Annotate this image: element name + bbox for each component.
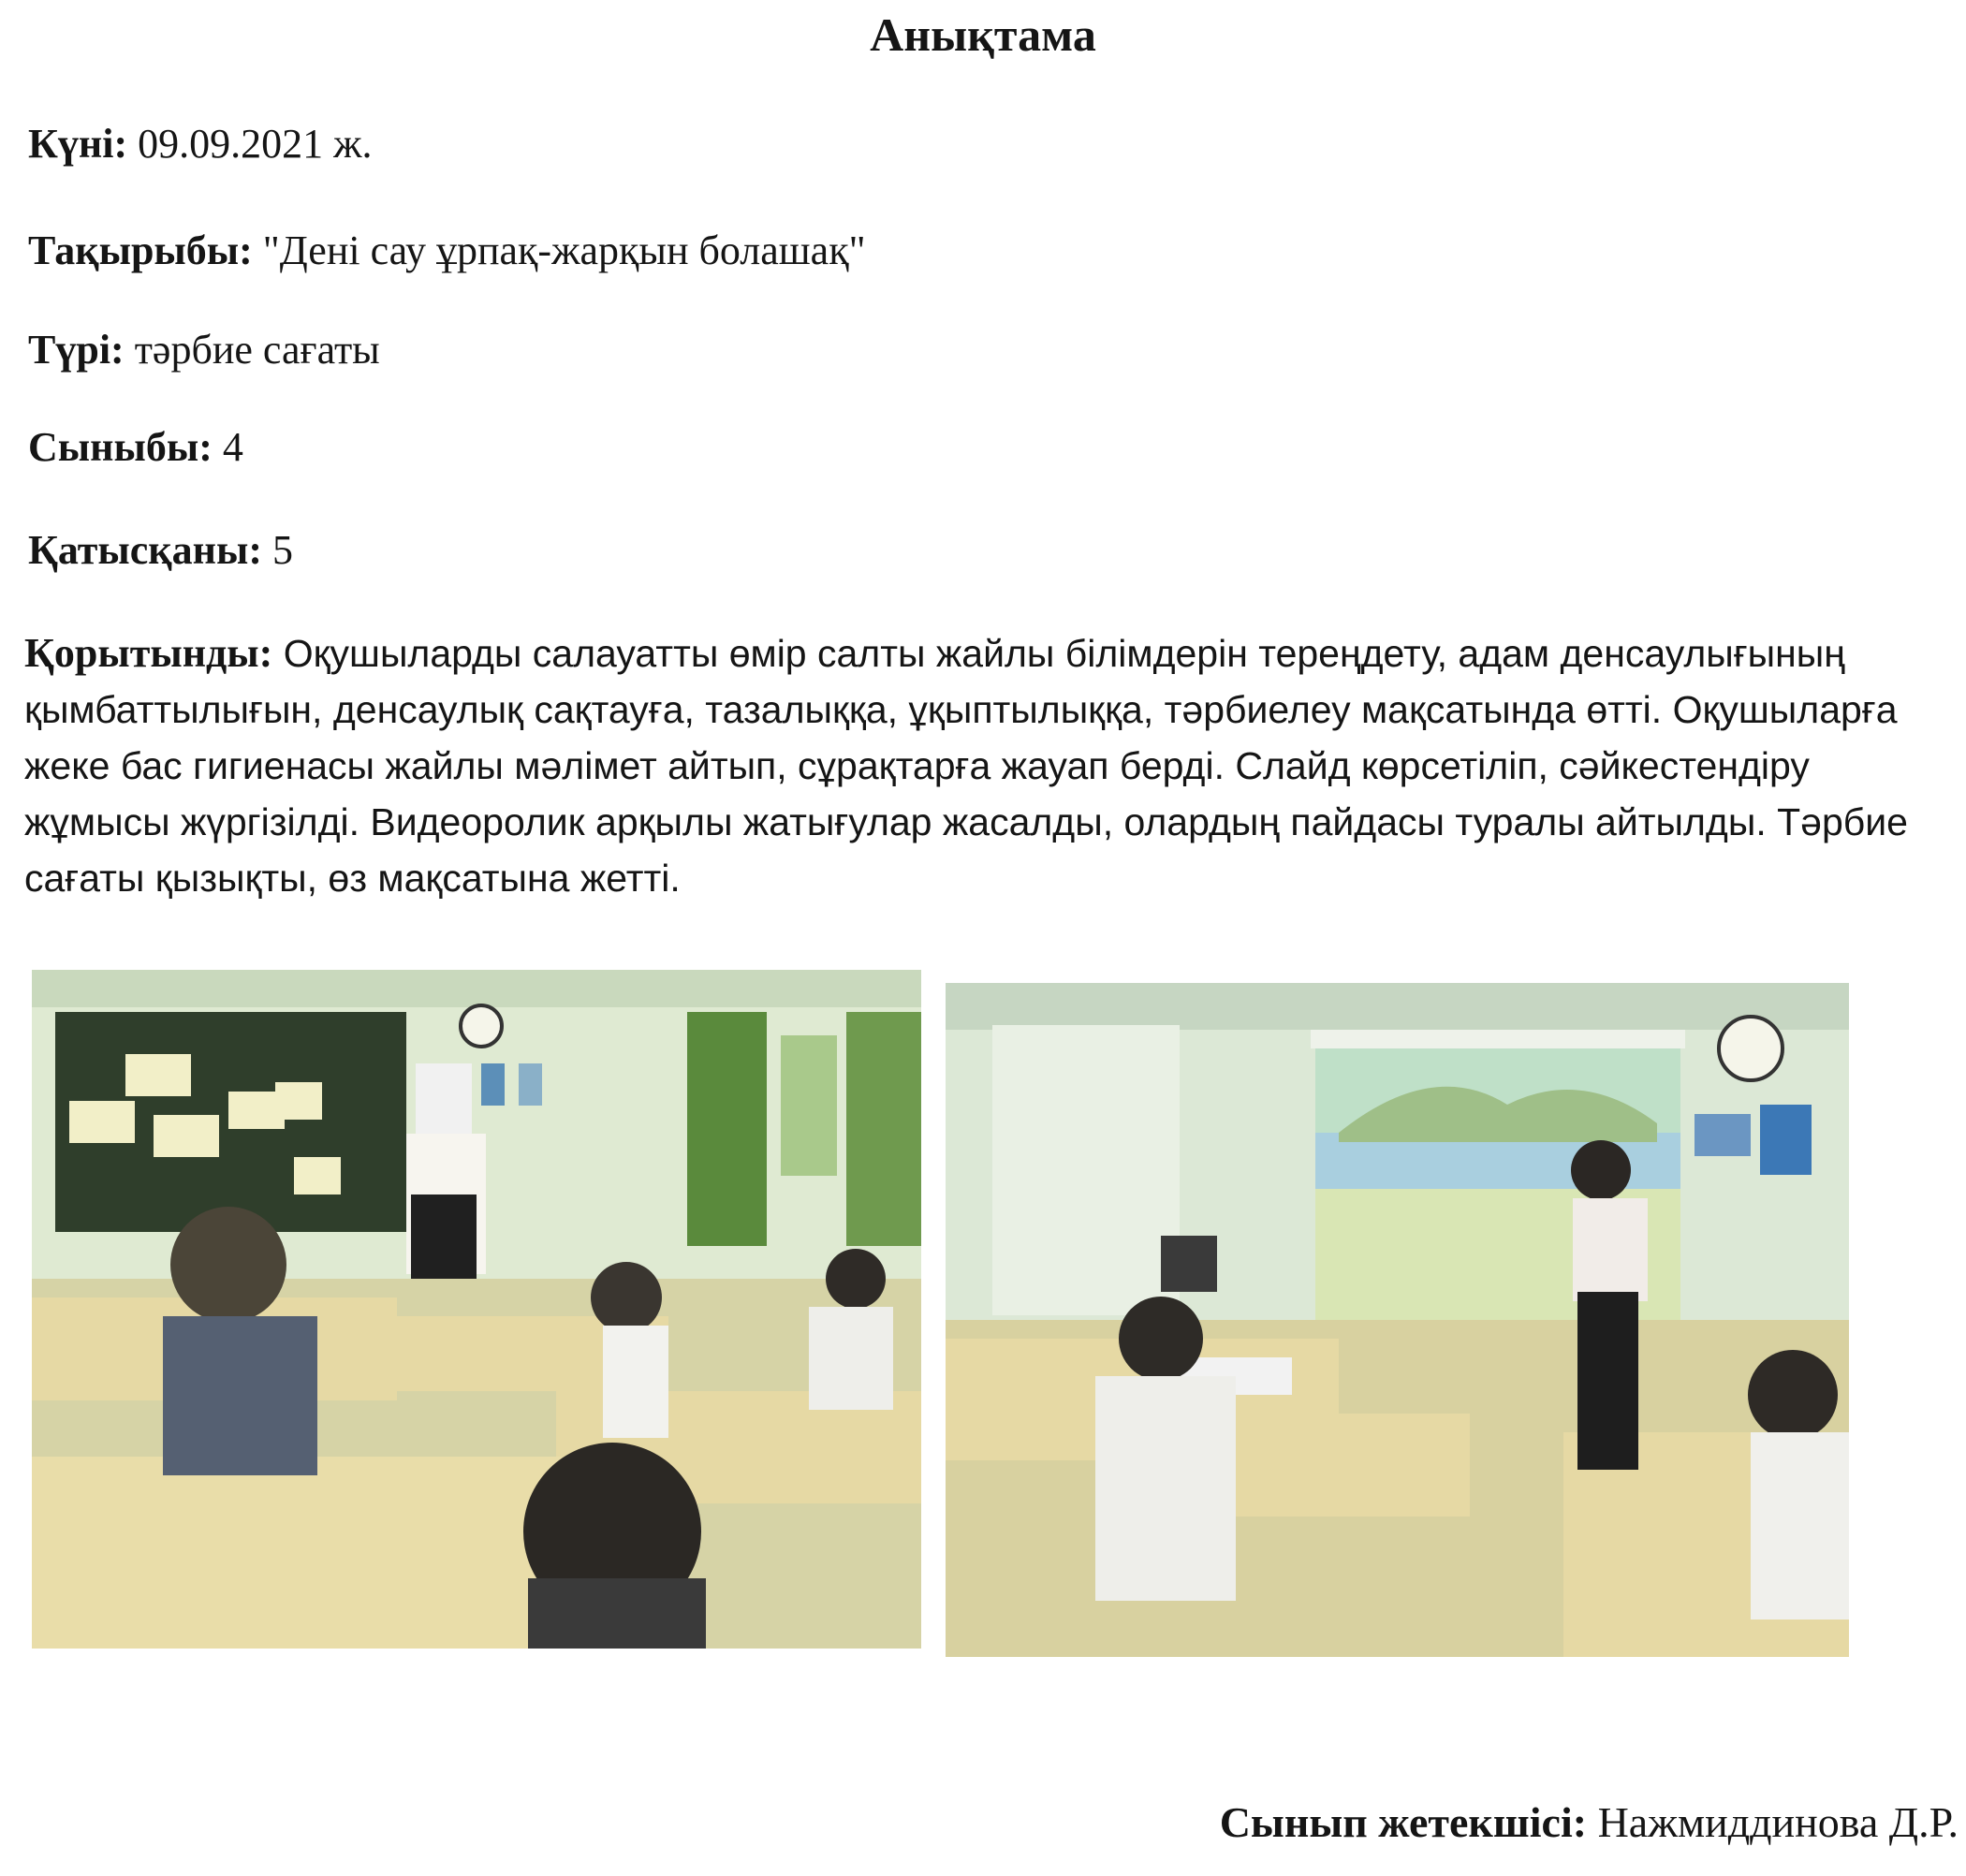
type-field [28, 326, 380, 374]
type-label: Түрі: [28, 327, 125, 373]
photo-icon [946, 983, 1849, 1657]
attended-label: Қатысқаны: [28, 527, 262, 573]
type-value: тәрбие сағаты [134, 327, 380, 373]
topic-value: "Дені сау ұрпақ-жарқын болашақ" [262, 227, 866, 273]
classroom-photo-right [946, 983, 1849, 1657]
date-value: 09.09.2021 ж. [138, 121, 373, 167]
date-field [28, 120, 373, 168]
signature-line [1220, 1797, 1959, 1847]
conclusion-text: Оқушыларды салауатты өмір салты жайлы білімдерін тереңдету, адам денсаулығының қымбаттылығын, денсаулық сақтауға, тазалыққа, ұқыптылыққа, тәрбиелеу мақсатында өтті. Оқушыларға жеке бас гигиенасы жайлы мәлімет айтып, сұрақтарға жауап берді. Слайд көрсетіліп, сәйкестендіру жұмысы жүргізілді. Видеоролик арқылы жатығулар жасалды, олардың пайдасы туралы айтылды. Тәрбие сағаты қызықты, өз мақсатына жетті. [24, 632, 1908, 900]
signature-name: Нажмиддинова Д.Р. [1597, 1798, 1959, 1846]
class-field [28, 423, 243, 471]
document-title: Анықтама [870, 8, 1096, 61]
class-label: Сыныбы: [28, 424, 213, 470]
attended-field [28, 526, 293, 574]
photo-icon [32, 970, 921, 1649]
signature-label: Сынып жетекшісі: [1219, 1798, 1588, 1846]
topic-field [28, 227, 866, 274]
attended-value: 5 [271, 527, 293, 573]
topic-label: Тақырыбы: [28, 227, 253, 273]
conclusion-label: Қорытынды: [24, 630, 273, 676]
classroom-photo-left [32, 970, 921, 1649]
date-label: Күні: [28, 121, 128, 167]
conclusion-paragraph [24, 625, 1962, 906]
class-value: 4 [222, 424, 243, 470]
